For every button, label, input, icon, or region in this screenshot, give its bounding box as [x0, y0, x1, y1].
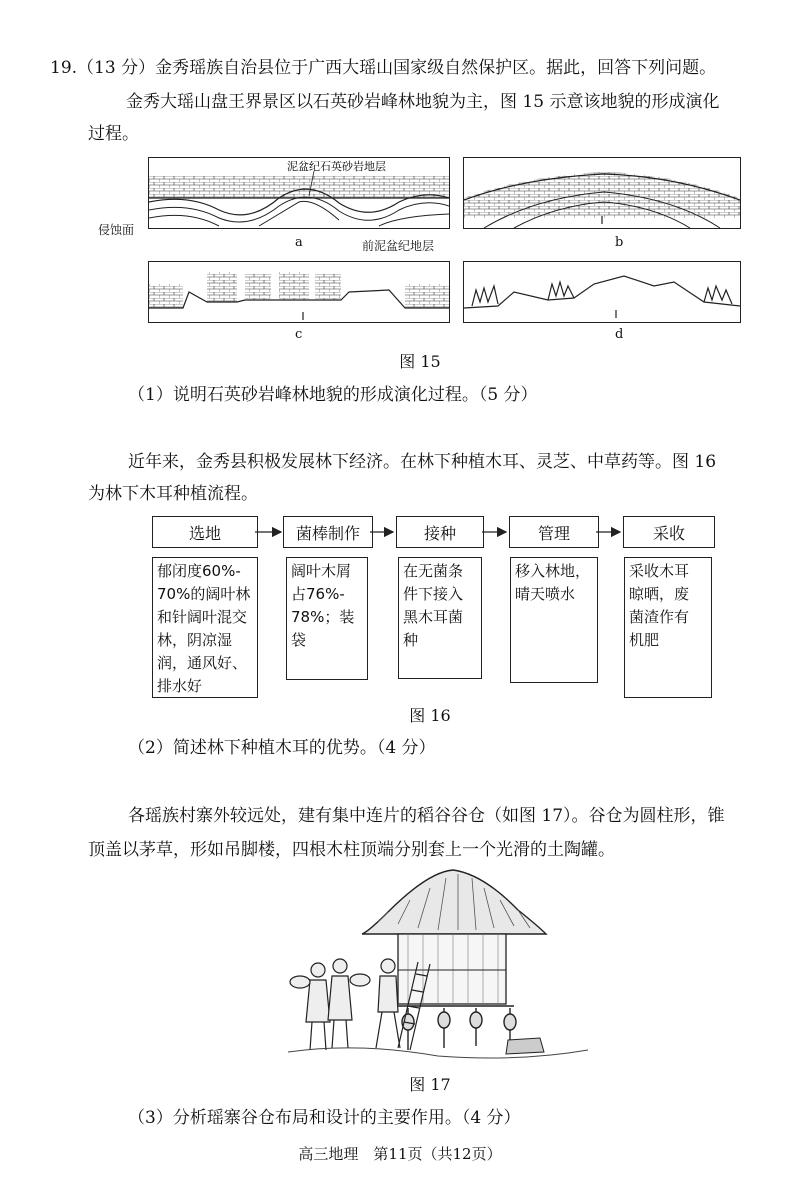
- paragraph-3-line-1: 各瑶族村寨外较远处，建有集中连片的稻谷谷仓（如图 17）。谷仓为圆柱形，锥: [128, 806, 725, 826]
- question-19-header: [50, 56, 716, 80]
- thatched-roof-icon: [362, 870, 546, 934]
- label-devonian-strata: 泥盆纪石英砂岩地层: [287, 160, 386, 173]
- figure-15: [100, 155, 740, 355]
- figure-16-flowchart: [150, 516, 720, 701]
- flow-step-1-line: 70%的阔叶林: [157, 585, 251, 603]
- paragraph-2-line-2: 为林下木耳种植流程。: [88, 484, 258, 504]
- flow-step-3-line: 在无菌条: [403, 562, 464, 580]
- figure-15-caption: 图 15: [399, 352, 441, 371]
- flow-step-1-title: 选地: [152, 516, 258, 548]
- question-points: （13 分）: [77, 58, 156, 78]
- flow-step-3-line: 种: [403, 631, 419, 649]
- stilt-pillars-icon: [402, 1008, 516, 1050]
- label-erosion-surface: 侵蚀面: [98, 223, 135, 237]
- question-intro: 金秀瑶族自治县位于广西大瑶山国家级自然保护区。据此，回答下列问题。: [155, 58, 717, 78]
- paragraph-1-line-1: 金秀大瑶山盘王界景区以石英砂岩峰林地貌为主，图 15 示意该地貌的形成演化: [126, 92, 720, 112]
- flow-step-3-title: 接种: [396, 516, 484, 548]
- panel-c-label: c: [295, 327, 303, 342]
- flow-step-2-line: 78%；装: [291, 608, 355, 626]
- flow-step-5-line: 机肥: [629, 631, 660, 649]
- flow-step-3-body: [398, 557, 482, 679]
- flow-step-1-line: 排水好: [157, 677, 203, 695]
- panel-c: [148, 261, 450, 323]
- figure-17-granary-illustration: [278, 862, 598, 1072]
- flow-step-2-line: 占76%-: [291, 585, 345, 603]
- panel-c-diagram: [149, 262, 449, 322]
- flow-step-2-line: 阔叶木屑: [291, 562, 352, 580]
- flow-step-1-line: 润，通风好、: [157, 654, 248, 672]
- flow-step-1-line: 郁闭度60%-: [157, 562, 241, 580]
- flow-step-3-line: 件下接入: [403, 585, 464, 603]
- label-pre-devonian-strata: 前泥盆纪地层: [362, 239, 435, 253]
- sub-question-2: （2）简述林下种植木耳的优势。（4 分）: [128, 738, 436, 758]
- question-number: 19.: [50, 58, 78, 78]
- flow-step-5-title: 采收: [623, 516, 715, 548]
- panel-a-label: a: [295, 235, 303, 250]
- panel-b-label: b: [615, 235, 624, 250]
- granary-body-icon: [398, 934, 506, 1004]
- panel-a-diagram: [149, 158, 449, 228]
- flow-step-2-body: [286, 557, 368, 680]
- flow-step-5-body: [624, 557, 712, 698]
- figure-17-caption: 图 17: [409, 1075, 451, 1094]
- flow-step-4-line: 移入林地，: [515, 562, 591, 580]
- panel-b: [463, 157, 741, 229]
- flow-step-1-body: [152, 557, 258, 698]
- panel-b-diagram: [464, 158, 740, 228]
- sub-question-3: （3）分析瑶寨谷仓布局和设计的主要作用。（4 分）: [128, 1108, 521, 1128]
- flow-step-3-line: 黑木耳菌: [403, 608, 464, 626]
- panel-d-diagram: [464, 262, 740, 322]
- panel-a: [148, 157, 450, 229]
- paragraph-3-line-2: 顶盖以茅草，形如吊脚楼，四根木柱顶端分别套上一个光滑的土陶罐。: [88, 840, 615, 860]
- flow-step-4-body: [510, 557, 598, 683]
- flow-step-2-title: 菌棒制作: [283, 516, 373, 548]
- figure-16-caption: 图 16: [409, 706, 451, 725]
- flow-step-5-line: 采收木耳: [629, 562, 690, 580]
- flow-step-5-line: 晾晒，废: [629, 585, 690, 603]
- flow-step-1-line: 和针阔叶混交: [157, 608, 248, 626]
- panel-d-label: d: [615, 327, 624, 342]
- flow-step-2-line: 袋: [291, 631, 307, 649]
- panel-d: [463, 261, 741, 323]
- flow-step-5-line: 菌渣作有: [629, 608, 690, 626]
- paragraph-1-line-2: 过程。: [88, 124, 139, 144]
- flow-step-4-title: 管理: [509, 516, 599, 548]
- villagers-icon: [290, 959, 400, 1050]
- page-footer: 高三地理 第11页（共12页）: [298, 1145, 502, 1163]
- paragraph-2-line-1: 近年来，金秀县积极发展林下经济。在林下种植木耳、灵芝、中草药等。图 16: [128, 452, 717, 472]
- flow-step-4-line: 晴天喷水: [515, 585, 576, 603]
- sub-question-1: （1）说明石英砂岩峰林地貌的形成演化过程。（5 分）: [128, 385, 538, 405]
- flow-step-1-line: 林，阴凉湿: [157, 631, 233, 649]
